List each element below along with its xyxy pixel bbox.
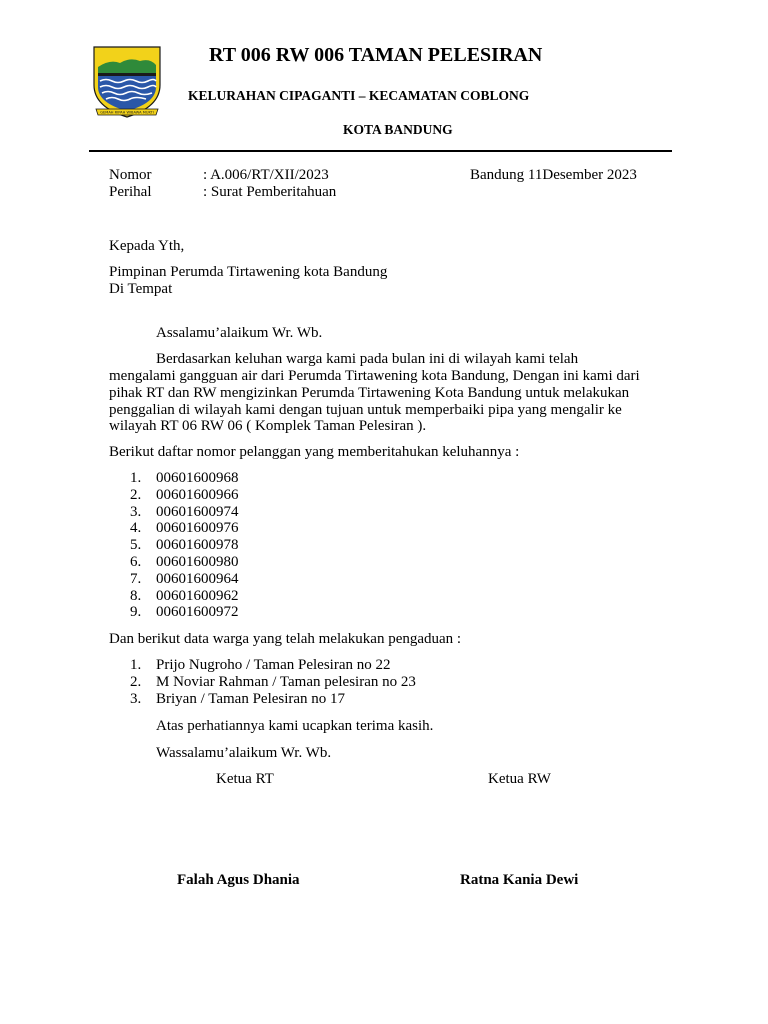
letterhead-city: KOTA BANDUNG	[343, 122, 453, 137]
nomor-value: : A.006/RT/XII/2023	[203, 167, 329, 183]
list-item: 3. Briyan / Taman Pelesiran no 17	[130, 690, 346, 707]
bandung-city-emblem	[90, 45, 164, 119]
signature-rt-title: Ketua RT	[216, 771, 274, 787]
list-item: 5. 00601600978	[130, 537, 239, 554]
perihal-value: : Surat Pemberitahuan	[203, 184, 337, 200]
recipient-place: Di Tempat	[109, 281, 173, 297]
signature-rt-name: Falah Agus Dhania	[177, 872, 300, 888]
svg-text:GEMAH RIPAH WIBAWA MUKTI: GEMAH RIPAH WIBAWA MUKTI	[100, 110, 154, 115]
complainant-list-intro: Dan berikut data warga yang telah melakukan pengaduan :	[109, 631, 462, 647]
customer-number-list	[130, 470, 239, 621]
body-para-line: penggalian di wilayah kami dengan tujuan untuk memperbaiki pipa yang mengalir ke	[109, 402, 622, 418]
body-para-line: wilayah RT 06 RW 06 ( Komplek Taman Pelesiran ).	[109, 418, 427, 434]
body-para-line: pihak RT dan RW mengizinkan Perumda Tirtawening Kota Bandung untuk melakukan	[109, 385, 630, 401]
list-item: 1. Prijo Nugroho / Taman Pelesiran no 22	[130, 657, 391, 673]
letterhead-kelurahan: KELURAHAN CIPAGANTI – KECAMATAN COBLONG	[188, 88, 530, 103]
nomor-label: Nomor	[109, 167, 152, 183]
letterhead-title: RT 006 RW 006 TAMAN PELESIRAN	[209, 44, 543, 66]
signature-rw-title: Ketua RW	[488, 771, 551, 787]
list-item: 2. M Noviar Rahman / Taman pelesiran no 23	[130, 673, 416, 690]
list-item: 4. 00601600976	[130, 520, 239, 537]
recipient-name: Pimpinan Perumda Tirtawening kota Bandung	[109, 264, 388, 280]
thanks-line: Atas perhatiannya kami ucapkan terima kasih.	[156, 718, 434, 734]
closing-salam: Wassalamu’alaikum Wr. Wb.	[156, 745, 332, 761]
customer-list-intro: Berikut daftar nomor pelanggan yang memberitahukan keluhannya :	[109, 444, 520, 460]
header-divider	[89, 150, 672, 152]
list-item: 1. 00601600968	[130, 470, 239, 486]
list-item: 7. 00601600964	[130, 570, 239, 587]
list-item: 2. 00601600966	[130, 486, 239, 503]
body-para-line: Berdasarkan keluhan warga kami pada bulan ini di wilayah kami telah	[156, 351, 579, 367]
opening-salam: Assalamu’alaikum Wr. Wb.	[156, 325, 323, 341]
body-para-line: mengalami gangguan air dari Perumda Tirtawening kota Bandung, Dengan ini kami dari	[109, 368, 640, 384]
recipient-greeting: Kepada Yth,	[109, 238, 185, 254]
list-item: 9. 00601600972	[130, 604, 239, 621]
perihal-label: Perihal	[109, 184, 152, 200]
list-item: 3. 00601600974	[130, 503, 239, 520]
list-item: 6. 00601600980	[130, 553, 239, 570]
signature-rw-name: Ratna Kania Dewi	[460, 872, 579, 888]
complainant-list	[130, 657, 416, 707]
place-date: Bandung 11Desember 2023	[470, 167, 637, 183]
list-item: 8. 00601600962	[130, 587, 239, 604]
